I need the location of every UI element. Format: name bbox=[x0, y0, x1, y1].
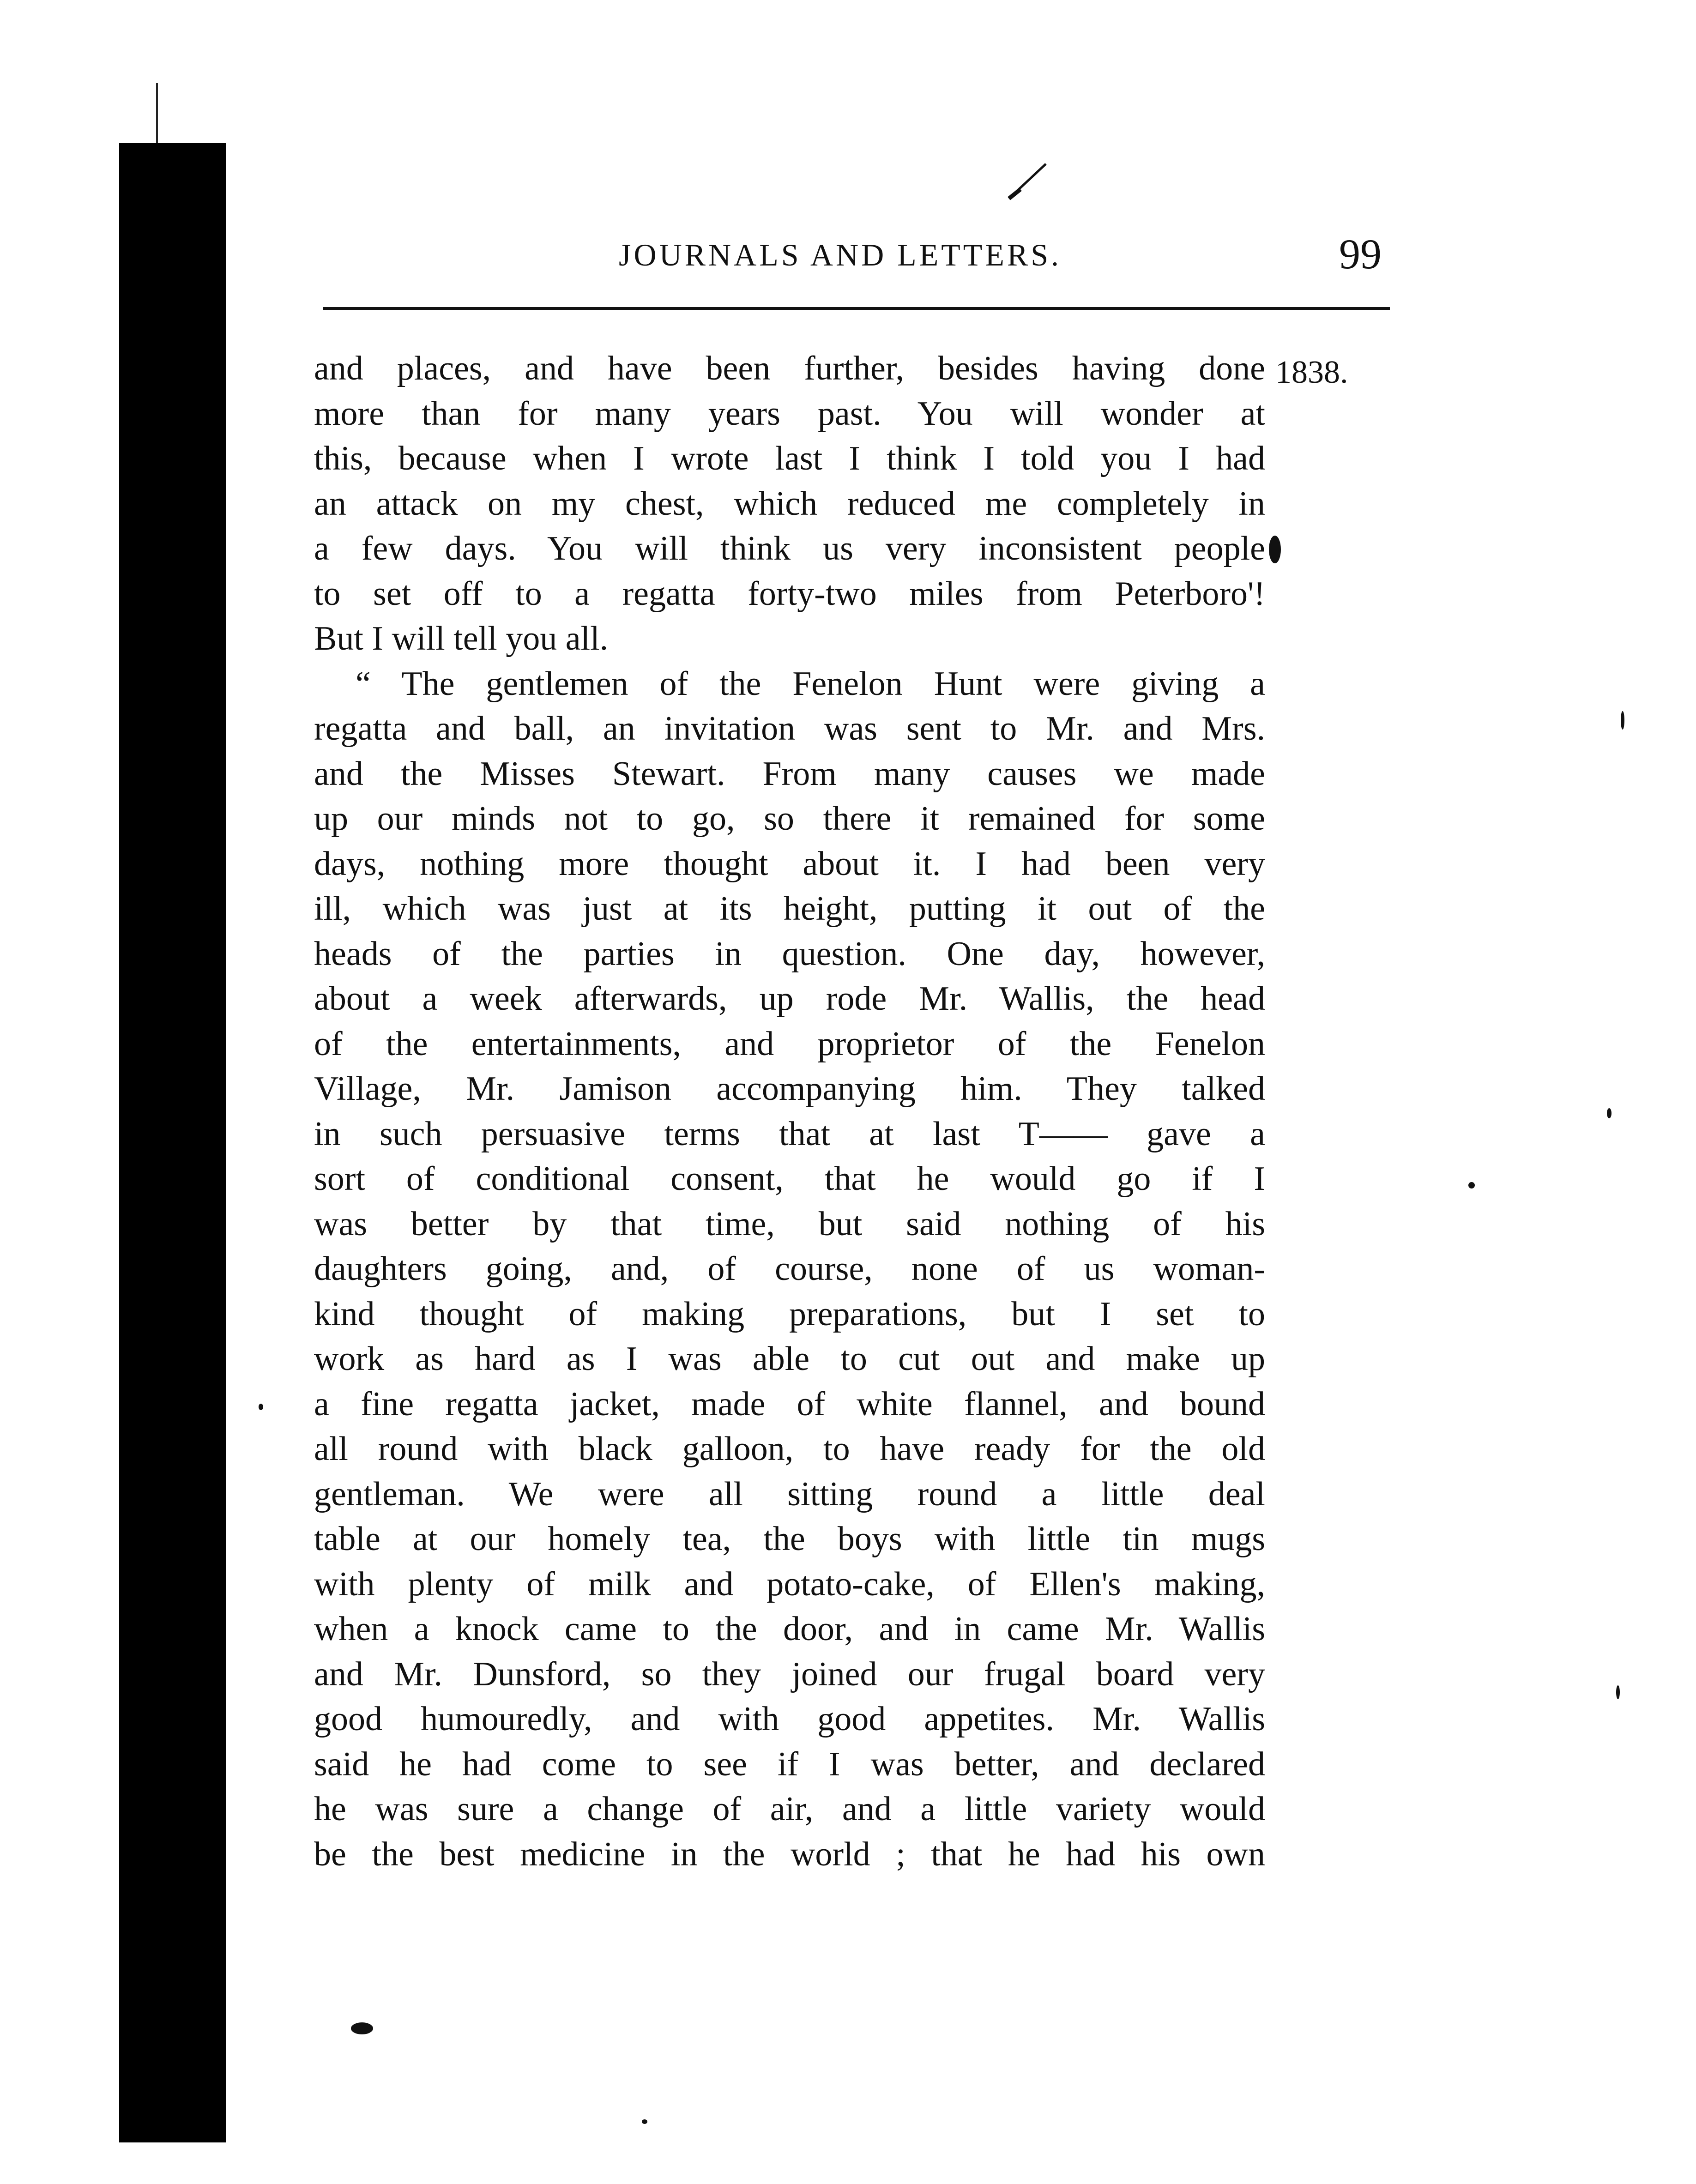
ink-speck bbox=[1621, 711, 1624, 730]
text-line: with plenty of milk and potato-cake, of Ellen's making, bbox=[314, 1565, 1265, 1603]
pencil-mark bbox=[1007, 162, 1048, 203]
text-line: daughters going, and, of course, none of us woman- bbox=[314, 1250, 1265, 1288]
text-line: gentleman. We were all sitting round a little deal bbox=[314, 1475, 1265, 1513]
text-line: about a week afterwards, up rode Mr. Wallis, the head bbox=[314, 980, 1265, 1018]
text-line: up our minds not to go, so there it remained for some bbox=[314, 800, 1265, 838]
text-line: work as hard as I was able to cut out and make up bbox=[314, 1340, 1265, 1378]
running-head: JOURNALS AND LETTERS. bbox=[619, 237, 1062, 272]
text-line: table at our homely tea, the boys with little tin mugs bbox=[314, 1520, 1265, 1558]
text-line: an attack on my chest, which reduced me completely in bbox=[314, 484, 1265, 523]
text-line: to set off to a regatta forty-two miles from Peterboro'! bbox=[314, 574, 1265, 613]
text-line: kind thought of making preparations, but I set to bbox=[314, 1295, 1265, 1333]
margin-year: 1838. bbox=[1275, 355, 1348, 390]
text-line: days, nothing more thought about it. I had been very bbox=[314, 845, 1265, 883]
ink-speck bbox=[642, 2119, 647, 2124]
text-line: But I will tell you all. bbox=[314, 620, 609, 658]
text-line: be the best medicine in the world ; that he had his own bbox=[314, 1835, 1265, 1873]
text-line: this, because when I wrote last I think I told you I had bbox=[314, 440, 1265, 477]
text-line: all round with black galloon, to have ready for the old bbox=[314, 1430, 1265, 1468]
text-line: sort of conditional consent, that he would go if I bbox=[314, 1160, 1265, 1198]
text-line: a fine regatta jacket, made of white flannel, and bound bbox=[314, 1385, 1265, 1423]
text-line: good humouredly, and with good appetites. Mr. Wallis bbox=[314, 1700, 1265, 1738]
text-line: and places, and have been further, besides having done bbox=[314, 350, 1265, 387]
ink-speck bbox=[1468, 1182, 1475, 1189]
page-number: 99 bbox=[1339, 230, 1382, 278]
ink-speck bbox=[351, 2022, 373, 2034]
text-line: in such persuasive terms that at last T—— gave a bbox=[314, 1115, 1265, 1153]
ink-speck bbox=[1607, 1108, 1612, 1118]
text-line: he was sure a change of air, and a little variety would bbox=[314, 1790, 1265, 1828]
ink-speck bbox=[259, 1404, 263, 1410]
text-line: when a knock came to the door, and in came Mr. Wallis bbox=[314, 1610, 1265, 1648]
text-line: “ The gentlemen of the Fenelon Hunt were giving a bbox=[356, 664, 1265, 703]
body-text bbox=[314, 346, 1265, 1877]
header-rule bbox=[323, 307, 1390, 310]
ink-speck bbox=[1616, 1685, 1620, 1699]
text-line: said he had come to see if I was better, and declared bbox=[314, 1745, 1265, 1783]
text-line: regatta and ball, an invitation was sent to Mr. and Mrs. bbox=[314, 710, 1265, 748]
text-line: of the entertainments, and proprietor of the Fenelon bbox=[314, 1025, 1265, 1063]
text-line: and the Misses Stewart. From many causes we made bbox=[314, 754, 1265, 793]
text-line: was better by that time, but said nothing of his bbox=[314, 1205, 1265, 1243]
binding-shadow bbox=[119, 143, 226, 2142]
text-line: Village, Mr. Jamison accompanying him. They talked bbox=[314, 1070, 1265, 1108]
text-line: ill, which was just at its height, putting it out of the bbox=[314, 890, 1265, 928]
text-line: and Mr. Dunsford, so they joined our frugal board very bbox=[314, 1655, 1265, 1693]
text-line: more than for many years past. You will wonder at bbox=[314, 394, 1265, 433]
ink-speck bbox=[1269, 536, 1281, 563]
text-line: a few days. You will think us very inconsistent people bbox=[314, 530, 1265, 567]
text-line: heads of the parties in question. One day, however, bbox=[314, 935, 1265, 973]
